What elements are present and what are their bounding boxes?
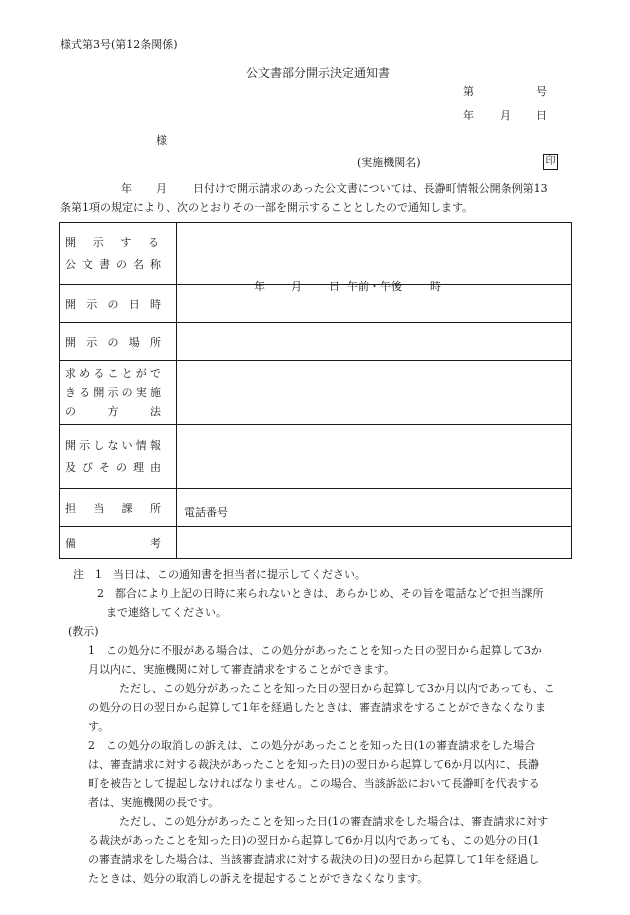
value-disclosure-datetime[interactable] <box>177 280 572 323</box>
kyoji-2-line8: たときは、処分の取消しの訴えを提起することができなくなります。 <box>88 872 429 885</box>
kyoji-2-line1: 2 この処分の取消しの訴えは、この処分があったことを知った日(1の審査請求をした場合 <box>88 739 536 752</box>
kyoji-2-line6: る裁決があったことを知った日)の翌日から起算して6か月以内であっても、この処分の日(1 <box>88 834 540 847</box>
value-department[interactable] <box>177 489 572 527</box>
document-title: 公文書部分開示決定通知書 <box>246 66 391 80</box>
value-disclosure-place[interactable] <box>177 323 572 361</box>
row-disclosure-place <box>60 323 572 361</box>
doc-number-prefix: 第 <box>463 85 474 98</box>
doc-number-suffix: 号 <box>536 85 547 98</box>
datetime-month: 月 <box>291 280 302 293</box>
row-nondisclosure-info <box>60 425 572 489</box>
datetime-ampm: 午前・午後 <box>347 280 402 293</box>
kyoji-1-line5: す。 <box>88 720 110 733</box>
note-1: 注 1 当日は、この通知書を担当者に提示してください。 <box>73 568 366 581</box>
disclosure-form-table <box>59 222 572 559</box>
label-remarks: 備 考 <box>60 527 177 559</box>
datetime-year: 年 <box>254 280 265 293</box>
row-disclosure-datetime <box>60 285 572 323</box>
row-document-name <box>60 223 572 285</box>
value-disclosure-method[interactable] <box>177 361 572 425</box>
label-disclosure-place: 開 示 の 場 所 <box>60 323 177 361</box>
row-remarks <box>60 527 572 559</box>
kyoji-2-line7: の審査請求をした場合は、当該審査請求に対する裁決の日)の翌日から起算して1年を経過し <box>88 853 540 866</box>
intro-line2: 条第1項の規定により、次のとおりその一部を開示することとしたので通知します。 <box>60 201 474 214</box>
kyoji-1-line4: の処分の日の翌日から起算して1年を経過したときは、審査請求をすることができなくなりま <box>88 701 546 714</box>
notes-section <box>73 565 366 584</box>
note-2: 2 都合により上記の日時に来られないときは、あらかじめ、その旨を電話などで担当課所 <box>97 587 544 600</box>
intro-month: 月 <box>156 182 167 195</box>
label-nondisclosure-info: 開 示 し な い 情 報 及 び そ の 理 由 <box>60 425 177 489</box>
row-department <box>60 489 572 527</box>
date-day: 日 <box>536 109 547 122</box>
kyoji-1-line1: 1 この処分に不服がある場合は、この処分があったことを知った日の翌日から起算して3か <box>88 644 542 657</box>
phone-number-label: 電話番号 <box>184 506 228 519</box>
kyoji-heading: (教示) <box>68 625 99 638</box>
label-disclosure-method: 求 め る こ と が で き る 開 示 の 実 施 の 方 法 <box>60 361 177 425</box>
kyoji-2-line2: は、審査請求に対する裁決があったことを知った日)の翌日から起算して6か月以内に、長瀞 <box>88 758 540 771</box>
kyoji-2-line3: 町を被告として提起しなければなりません。この場合、当該訴訟において長瀞町を代表する <box>88 777 540 790</box>
label-document-name: 開 示 す る 公 文 書 の 名 称 <box>60 223 177 285</box>
intro-line1: 日付けで開示請求のあった公文書については、長瀞町情報公開条例第13 <box>193 182 548 195</box>
label-disclosure-datetime: 開 示 の 日 時 <box>60 285 177 323</box>
kyoji-1-line2: 月以内に、実施機関に対して審査請求をすることができます。 <box>88 663 396 676</box>
agency-name-label: (実施機関名) <box>357 156 421 169</box>
date-month: 月 <box>500 109 511 122</box>
label-department: 担 当 課 所 <box>60 489 177 527</box>
datetime-hour: 時 <box>430 280 441 293</box>
kyoji-2-line5: ただし、この処分があったことを知った日(1の審査請求をした場合は、審査請求に対す <box>119 815 549 828</box>
intro-year: 年 <box>121 182 132 195</box>
value-remarks[interactable] <box>177 527 572 559</box>
note-2-cont: まで連絡してください。 <box>106 606 227 619</box>
value-document-name[interactable] <box>177 223 572 285</box>
form-number: 様式第3号(第12条関係) <box>60 38 178 51</box>
row-disclosure-method <box>60 361 572 425</box>
kyoji-1-line3: ただし、この処分があったことを知った日の翌日から起算して3か月以内であっても、こ <box>119 682 555 695</box>
datetime-day: 日 <box>329 280 340 293</box>
date-year: 年 <box>463 109 474 122</box>
kyoji-2-line4: 者は、実施機関の長です。 <box>88 796 220 809</box>
seal-mark: 印 <box>543 154 558 170</box>
value-nondisclosure-info[interactable] <box>177 425 572 489</box>
recipient-suffix: 様 <box>156 134 167 147</box>
